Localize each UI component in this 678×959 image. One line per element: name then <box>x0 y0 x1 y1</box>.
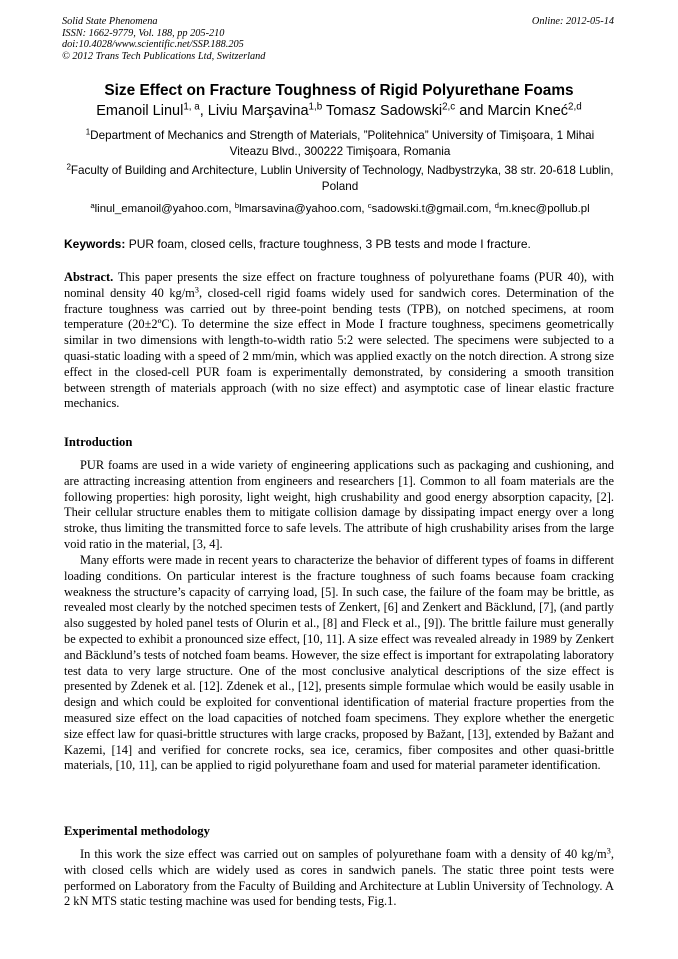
affiliation-number: 2 <box>66 162 71 172</box>
issn-line: ISSN: 1662-9779, Vol. 188, pp 205-210 <box>62 27 225 39</box>
author-affiliation-mark: 1, a <box>183 101 200 113</box>
copyright-line: © 2012 Trans Tech Publications Ltd, Switzerland <box>62 50 266 62</box>
paragraph-superscript: 3 <box>606 845 611 856</box>
section-heading-experimental: Experimental methodology <box>64 824 210 838</box>
email-mark: b <box>234 200 240 210</box>
affiliation <box>66 128 614 160</box>
affiliation <box>66 163 614 195</box>
affiliation-number: 1 <box>85 127 91 137</box>
author-affiliation-mark: 2,c <box>442 101 456 113</box>
author-affiliation-mark: 1,b <box>308 101 323 113</box>
email-address: m.knec@pollub.pl <box>498 203 590 215</box>
author-list <box>62 103 616 119</box>
author-separator: and <box>455 103 488 119</box>
email-mark: a <box>90 200 95 210</box>
author-name: Tomasz Sadowski <box>326 103 443 119</box>
abstract-text: This paper presents the size effect on fracture toughness of polyurethane foams (PUR 40), with nominal density 40 kg/m <box>64 270 614 300</box>
paragraph-text: , with closed cells which are widely used as cores in sandwich panels. The static three point tests were performed on Laboratory from the Faculty of Building and Architecture at Lublin University of Technology. A 2 kN MTS static testing machine was used for bending tests, Fig.1. <box>64 847 614 909</box>
paragraph-text: PUR foams are used in a wide variety of engineering applications such as packaging and cushioning, and are attracting increasing attention from engineers and researchers [1]. Common to all foam materials are the following properties: high porosity, light weight, high crushability and good energy absorption capacity, [2]. Their cellular structure enables them to mitigate collision damage by dissipating impact energy over a long stroke, thus limiting the transmitted force to safe levels. The attribute of high crushability arises from the large void ratio in the material, [3, 4]. <box>64 458 614 551</box>
doi-line: doi:10.4028/www.scientific.net/SSP.188.205 <box>62 39 244 51</box>
paragraph-text: Many efforts were made in recent years to characterize the behavior of different types of foams in different loading conditions. On particular interest is the fracture toughness of such foams because foam cracking weakness the structure’s capacity of carrying load, [5]. In such case, the failure of the foam may be brittle, as revealed most clearly by the notched specimen tests of Zenkert, [6] and Zenkert and Bäcklund, [7], (and partly also suggested by holed panel tests of Olurin et al., [8] and Fleck et al., [9]). The brittle failure must generally be expected to exhibit a pronounced size effect, [10, 11]. A size effect was revealed already in 1989 by Zenkert and Bäcklund’s tests of notched foam beams. However, the size effect is important for extrapolating laboratory test data to very large structure. One of the most conclusive analytical descriptions of the size effect is presented by Zdenek et al. [12]. Zdenek et al., [12], presents simple formulae which would be easily usable in design and which could be exploited for conventional identification of material fracture properties from the measured size effect on the load capacities of notched foam specimens. They explore whether the energetic size effect law for quasi-brittle structures with large cracks, proposed by Bažant, [13], extended by Bažant and Kazemi, [14] and verified for concrete rocks, sea ice, ceramics, fiber composites and other quasi-brittle materials, [10, 11], can be applied to rigid polyurethane foam and used for material parameter identification. <box>64 553 614 773</box>
email-list <box>62 200 618 215</box>
author-affiliation-mark: 2,d <box>568 101 582 113</box>
paragraph <box>64 553 614 774</box>
email-mark: d <box>494 200 499 210</box>
online-date: Online: 2012-05-14 <box>531 16 614 27</box>
abstract <box>64 270 614 412</box>
email-mark: c <box>367 200 372 210</box>
email-address: linul_emanoil@yahoo.com, <box>94 203 235 215</box>
affiliation-text: Faculty of Building and Architecture, Lublin University of Technology, Nadbystrzyka, 38 str. 20-618 Lublin, Poland <box>70 164 614 193</box>
email-address: lmarsavina@yahoo.com, <box>239 203 368 215</box>
abstract-label: Abstract. <box>64 270 114 284</box>
section-heading-introduction: Introduction <box>64 435 133 449</box>
keywords-text: PUR foam, closed cells, fracture toughness, 3 PB tests and mode I fracture. <box>125 237 531 251</box>
affiliation-text: Department of Mechanics and Strength of Materials, ”Politehnica” University of Timişoara, 1 Mihai Viteazu Blvd., 300222 Timişoara, Romania <box>90 129 595 158</box>
author-name: Emanoil Linul <box>96 103 184 119</box>
paragraph-text: In this work the size effect was carried out on samples of polyurethane foam with a density of 40 kg/m <box>80 847 607 861</box>
abstract-superscript: 3 <box>194 284 200 295</box>
abstract-text: , closed-cell rigid foams widely used for sandwich cores. Determination of the fracture toughness was carried out by three-point bending tests (TPB), on notched specimens, at room temperature (20±2ºC). To determine the size effect in Mode I fracture toughness, specimens geometrically similar in two dimensions with length-to-width ratio 5:2 were selected. The specimens were subjected to a quasi-static loading with a speed of 2 mm/min, which was applied exactly on the notch direction. A strong size effect in the closed-cell PUR foam is experimentally demonstrated, by considering a smooth transition between strength of materials approach (with no size effect) and asymptotic case of linear elastic fracture mechanics. <box>64 285 614 411</box>
paragraph <box>64 458 614 553</box>
keywords-label: Keywords: <box>64 237 126 251</box>
author-name: Liviu Marşavina <box>207 103 309 119</box>
journal-header <box>62 16 265 62</box>
paper-title: Size Effect on Fracture Toughness of Rigid Polyurethane Foams <box>104 82 574 99</box>
journal-name: Solid State Phenomena <box>62 16 158 27</box>
author-name: Marcin Kneć <box>487 103 569 119</box>
author-separator: , <box>199 103 208 119</box>
keywords <box>64 237 616 251</box>
paragraph <box>64 847 614 910</box>
email-address: sadowski.t@gmail.com, <box>371 203 495 215</box>
